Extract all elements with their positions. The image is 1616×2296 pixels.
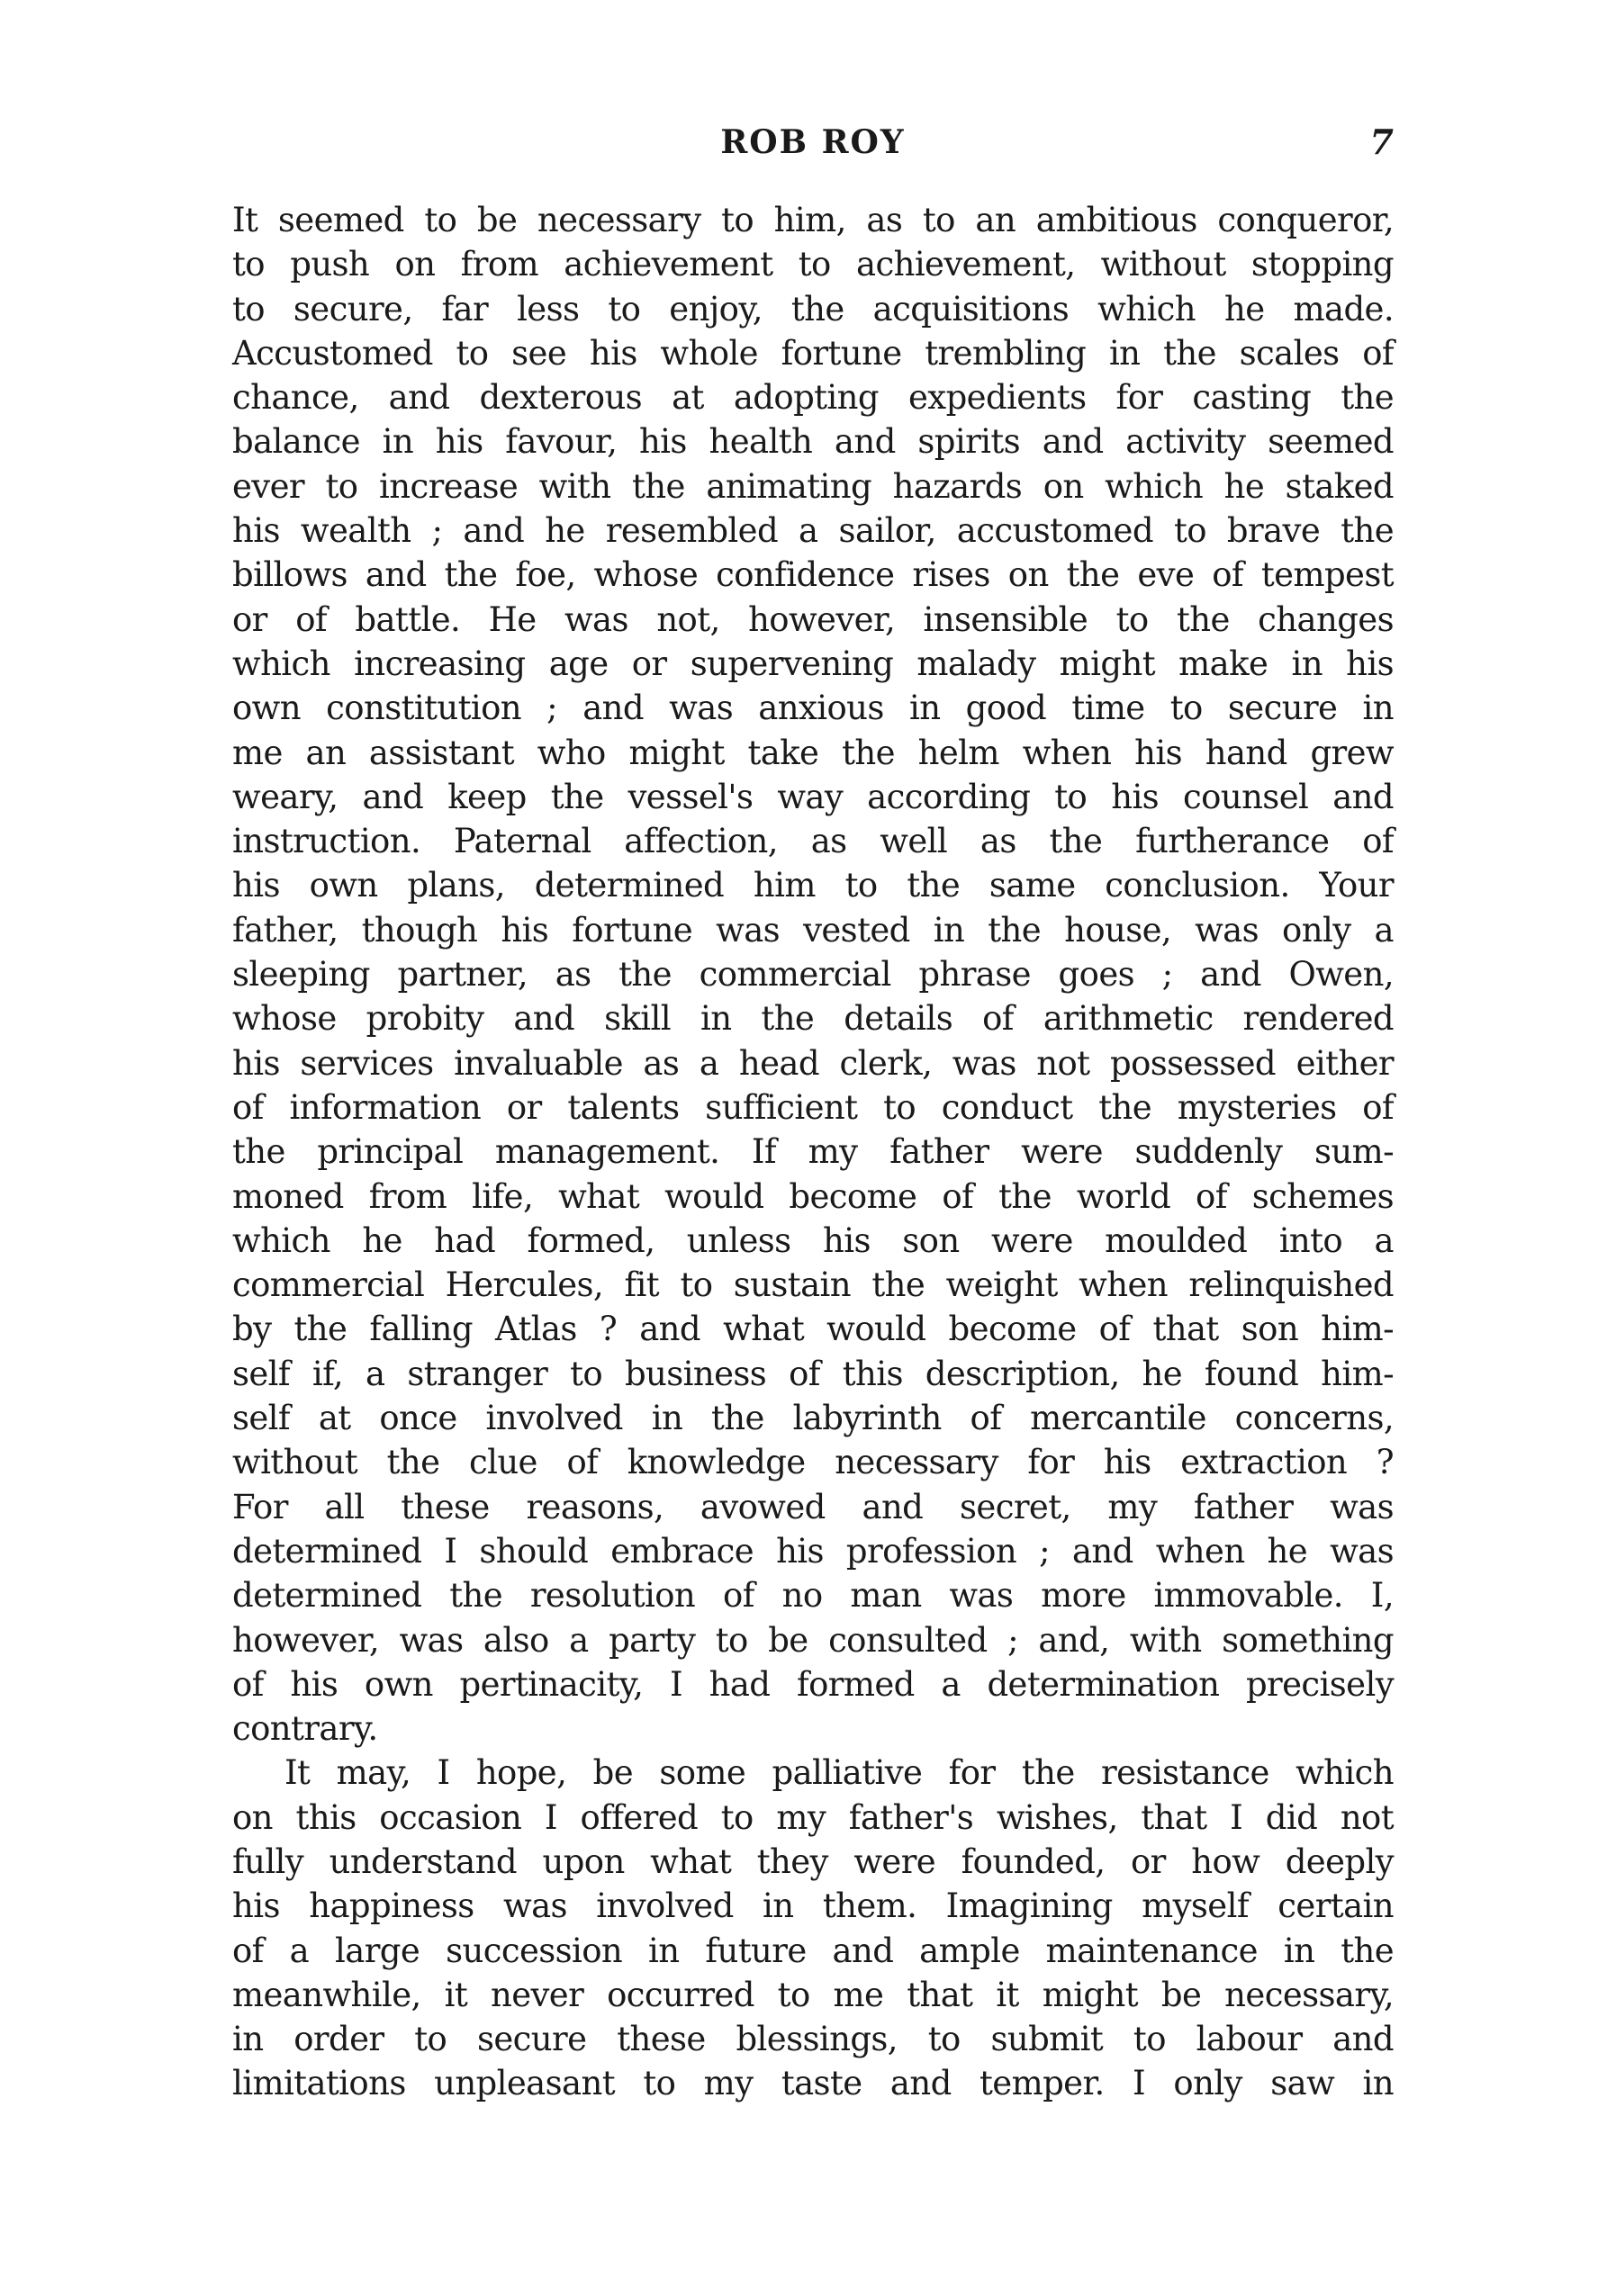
paragraph [232, 198, 1394, 1751]
text-line: moned from life, what would become of the world of schemes [232, 1176, 1394, 1216]
paragraph [232, 1751, 1394, 2105]
text-line: of his own pertinacity, I had formed a determination precisely [232, 1664, 1394, 1704]
text-line: ever to increase with the animating hazards on which he staked [232, 466, 1394, 506]
text-line: in order to secure these blessings, to submit to labour and [232, 2020, 1394, 2059]
text-line: limitations unpleasant to my taste and temper. I only saw in [232, 2064, 1394, 2103]
text-line: commercial Hercules, fit to sustain the weight when relinquished [232, 1265, 1394, 1305]
text-line: his happiness was involved in them. Imagining myself certain [232, 1886, 1394, 1926]
text-line: to secure, far less to enjoy, the acquisitions which he made. [232, 289, 1394, 329]
running-title: ROB ROY [720, 123, 906, 161]
text-line: me an assistant who might take the helm when his hand grew [232, 733, 1394, 772]
running-head [232, 120, 1394, 165]
text-line: to push on from achievement to achievement, without stopping [232, 245, 1394, 284]
text-line: which increasing age or supervening malady might make in his [232, 644, 1394, 683]
text-line: on this occasion I offered to my father's wishes, that I did not [232, 1797, 1394, 1837]
text-line: however, was also a party to be consulted ; and, with something [232, 1620, 1394, 1660]
text-line: or of battle. He was not, however, insensible to the changes [232, 599, 1394, 639]
text-line: It seemed to be necessary to him, as to an ambitious conqueror, [232, 201, 1394, 239]
text-line: instruction. Paternal affection, as well as the furtherance of [232, 822, 1394, 861]
text-line: Accustomed to see his whole fortune trembling in the scales of [232, 333, 1394, 373]
text-line: sleeping partner, as the commercial phrase goes ; and Owen, [232, 955, 1394, 995]
text-line: own constitution ; and was anxious in good time to secure in [232, 689, 1394, 728]
text-line: his wealth ; and he resembled a sailor, accustomed to brave the [232, 511, 1394, 551]
text-line: whose probity and skill in the details of arithmetic rendered [232, 999, 1394, 1039]
text-line: his services invaluable as a head clerk, was not possessed either [232, 1043, 1394, 1083]
text-line: determined I should embrace his profession ; and when he was [232, 1531, 1394, 1571]
text-line: self if, a stranger to business of this description, he found him- [232, 1354, 1394, 1393]
text-line: balance in his favour, his health and spirits and activity seemed [232, 422, 1394, 462]
text-line: which he had formed, unless his son were moulded into a [232, 1220, 1394, 1260]
text-line: determined the resolution of no man was more immovable. I, [232, 1576, 1394, 1616]
page-number: 7 [1369, 122, 1394, 162]
text-line: For all these reasons, avowed and secret, my father was [232, 1487, 1394, 1526]
text-line: of information or talents sufficient to conduct the mysteries of [232, 1087, 1394, 1127]
text-line: meanwhile, it never occurred to me that it might be necessary, [232, 1975, 1394, 2014]
text-line: the principal management. If my father were suddenly sum- [232, 1132, 1394, 1172]
text-line: fully understand upon what they were founded, or how deeply [232, 1841, 1394, 1881]
body-text [232, 198, 1394, 2106]
text-line: self at once involved in the labyrinth of mercantile concerns, [232, 1399, 1394, 1438]
text-line: his own plans, determined him to the same conclusion. Your [232, 866, 1394, 905]
text-line: father, though his fortune was vested in the house, was only a [232, 910, 1394, 950]
text-line: contrary. [232, 1709, 378, 1749]
text-line: without the clue of knowledge necessary for his extraction ? [232, 1443, 1394, 1482]
text-line: It may, I hope, be some palliative for the resistance which [284, 1753, 1394, 1793]
text-line: of a large succession in future and ample maintenance in the [232, 1931, 1394, 1970]
text-line: weary, and keep the vessel's way according to his counsel and [232, 777, 1394, 816]
text-line: by the falling Atlas ? and what would become of that son him- [232, 1310, 1394, 1349]
text-line: chance, and dexterous at adopting expedients for casting the [232, 378, 1394, 418]
text-line: billows and the foe, whose confidence rises on the eve of tempest [232, 555, 1394, 595]
